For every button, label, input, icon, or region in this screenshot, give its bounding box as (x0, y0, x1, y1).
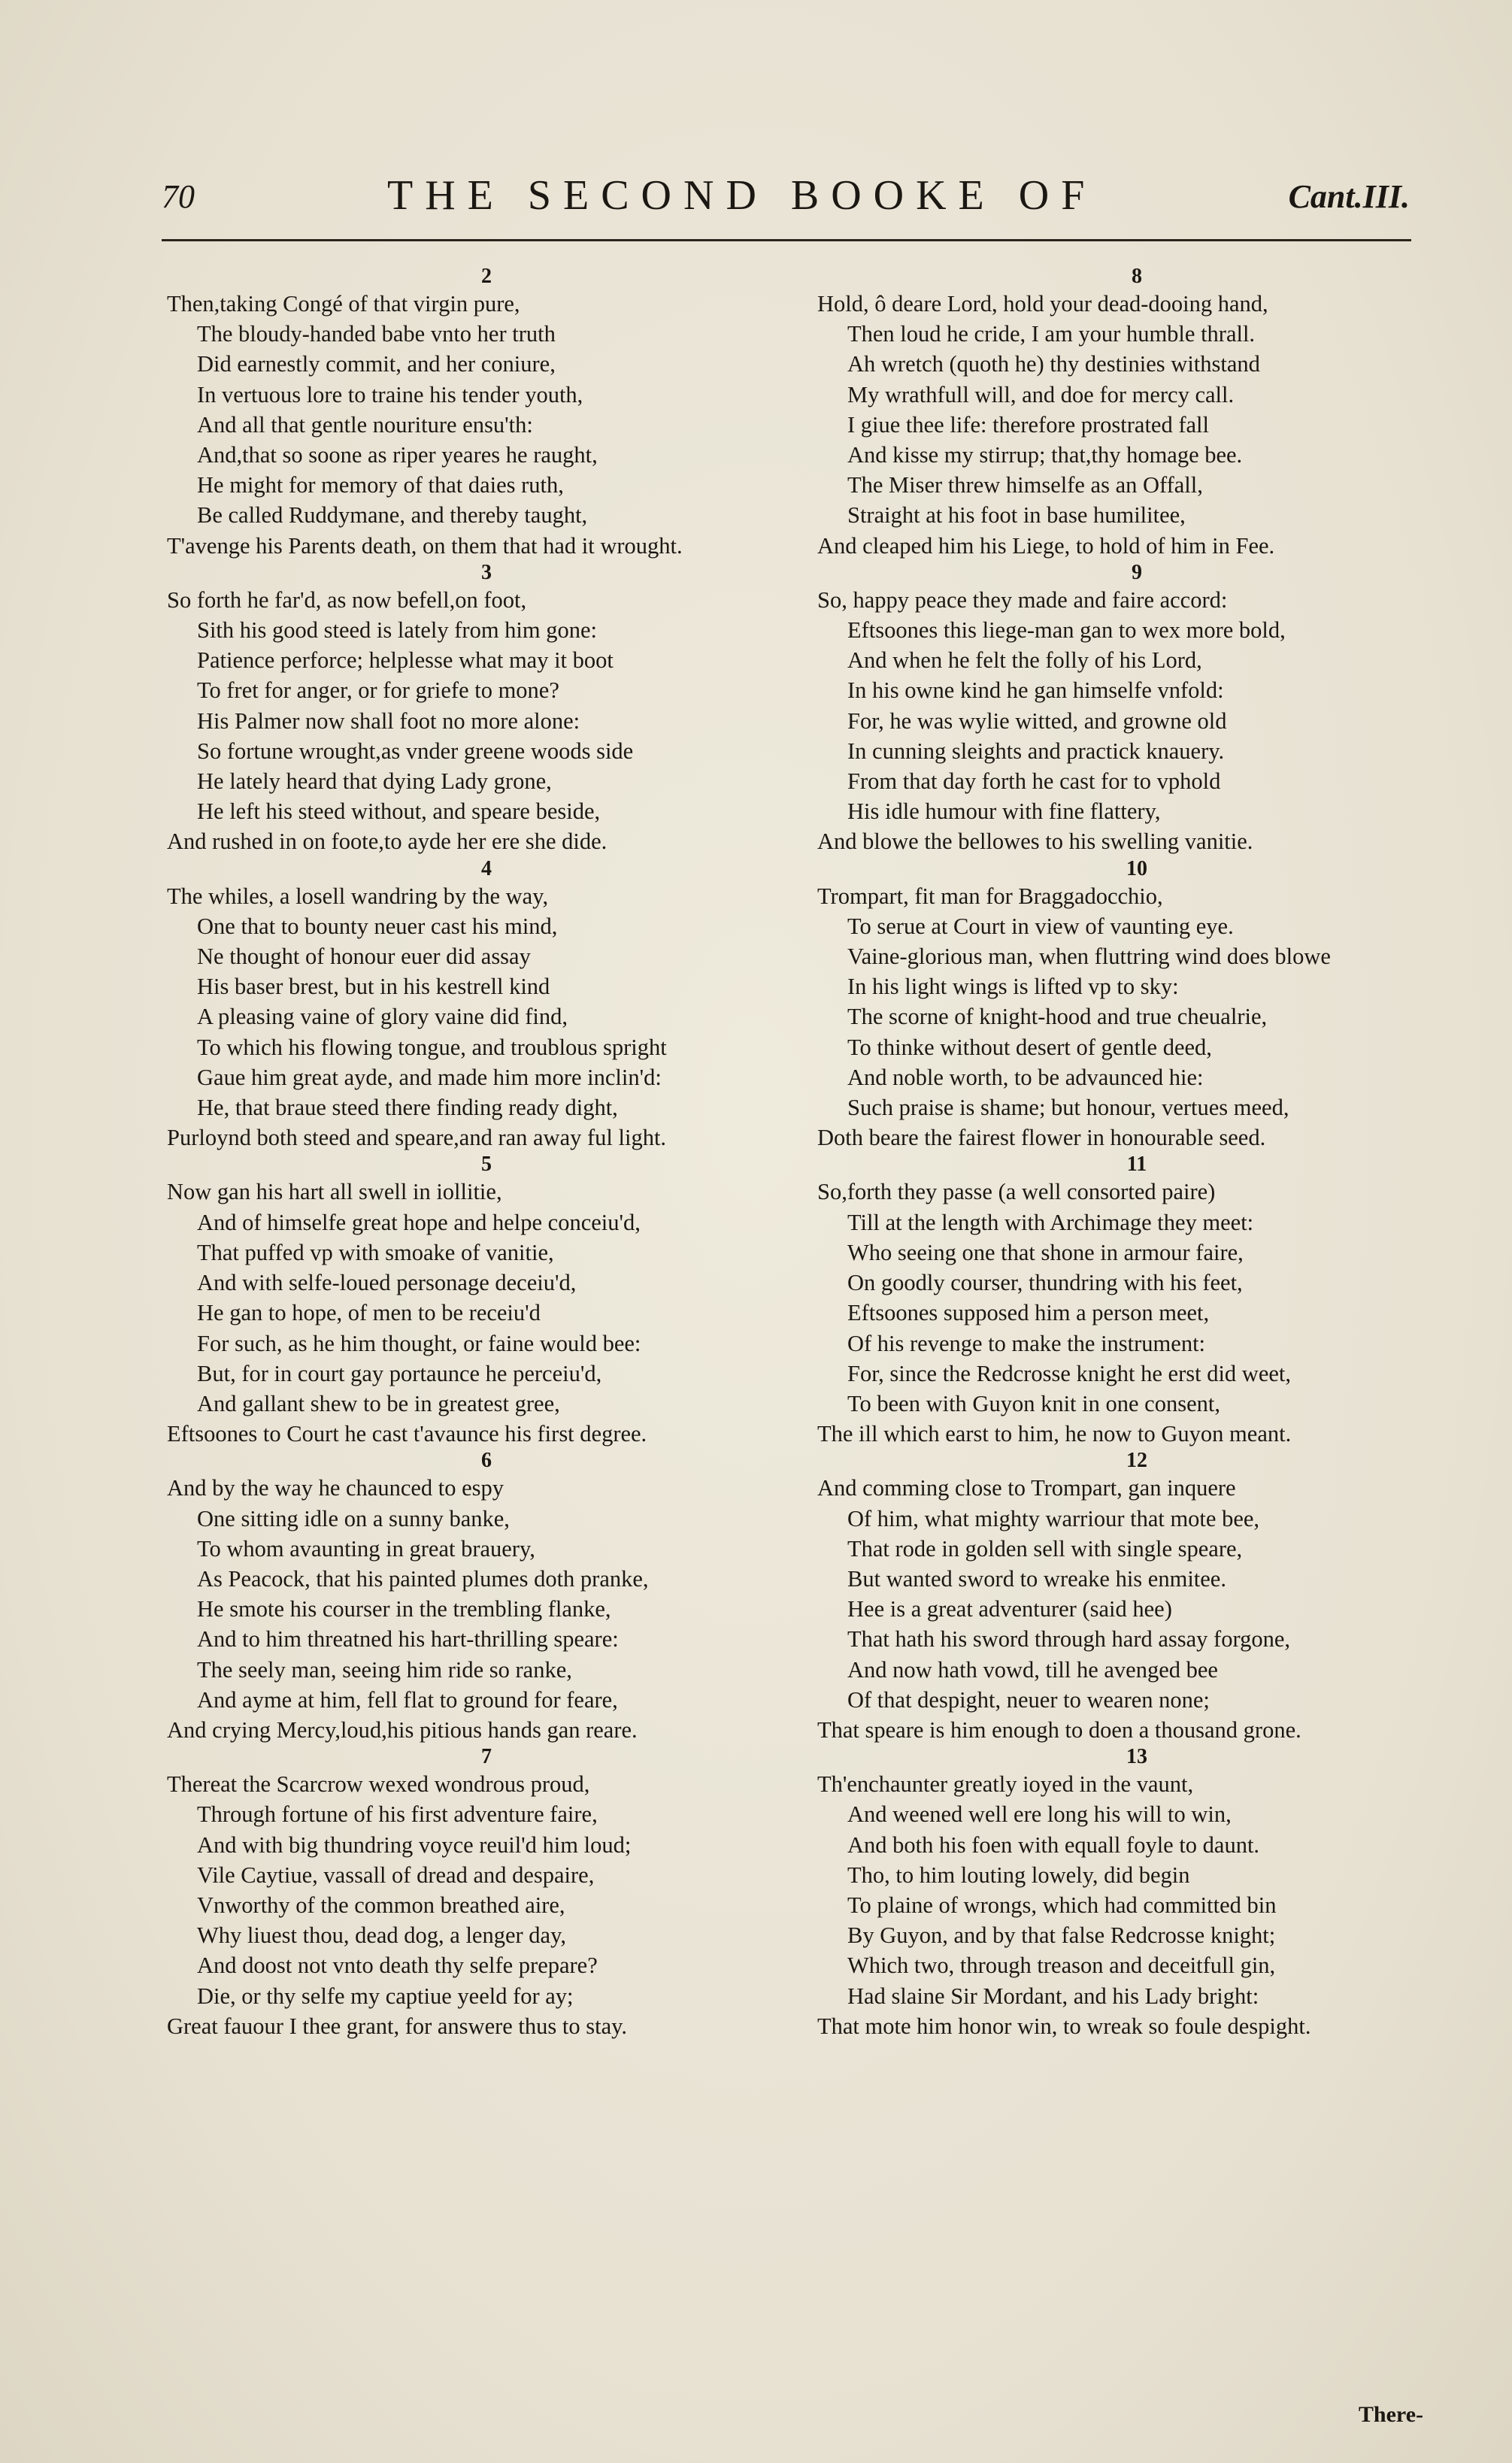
verse-line: Ne thought of honour euer did assay (197, 944, 531, 970)
stanza-number: 7 (481, 1745, 492, 1769)
stanza-number: 13 (1126, 1745, 1147, 1769)
stanza (167, 1153, 806, 1449)
verse-line: Purloynd both steed and speare,and ran away ful light. (167, 1125, 667, 1151)
verse-line: For such, as he him thought, or faine would bee: (197, 1330, 641, 1356)
verse-line: To plaine of wrongs, which had committed bin (847, 1892, 1277, 1918)
verse-line: To been with Guyon knit in one consent, (847, 1390, 1220, 1416)
page-header (162, 171, 1410, 232)
verse-line: Great fauour I thee grant, for answere thus to stay. (167, 2013, 628, 2039)
stanza-number: 10 (1126, 856, 1147, 880)
canto-label: Cant.III. (1288, 178, 1410, 215)
verse-line: In vertuous lore to traine his tender youth, (197, 381, 583, 407)
running-title: THE SECOND BOOKE OF (387, 172, 1097, 219)
verse-line: Patience perforce; helplesse what may it boot (197, 647, 614, 674)
verse-line: And by the way he chaunced to espy (167, 1475, 505, 1501)
verse-line: But, for in court gay portaunce he perceiu'd, (197, 1360, 602, 1386)
verse-line: And both his foen with equall foyle to daunt. (847, 1831, 1260, 1858)
verse-line: By Guyon, and by that false Redcrosse knight; (847, 1922, 1276, 1949)
catchword: There- (1358, 2402, 1423, 2427)
verse-line: The whiles, a losell wandring by the way, (167, 883, 549, 909)
verse-line: And comming close to Trompart, gan inquere (817, 1475, 1236, 1501)
verse-line: And kisse my stirrup; that,thy homage bee. (847, 442, 1243, 468)
verse-line: And now hath vowd, till he avenged bee (847, 1656, 1218, 1683)
verse-line: Why liuest thou, dead dog, a lenger day, (197, 1922, 566, 1949)
stanza (817, 857, 1456, 1153)
verse-line: His Palmer now shall foot no more alone: (197, 707, 580, 734)
verse-line: I giue thee life: therefore prostrated fall (847, 411, 1209, 438)
stanza (167, 857, 806, 1153)
stanza (167, 1745, 806, 2041)
verse-line: Eftsoones to Court he cast t'avaunce his first degree. (167, 1421, 647, 1447)
verse-line: And ayme at him, fell flat to ground for feare, (197, 1686, 618, 1713)
verse-line: That rode in golden sell with single speare, (847, 1535, 1243, 1562)
verse-line: A pleasing vaine of glory vaine did find, (197, 1004, 568, 1030)
verse-line: In cunning sleights and practick knauery. (847, 738, 1225, 764)
verse-line: Gaue him great ayde, and made him more inclin'd: (197, 1064, 662, 1090)
stanza-number: 8 (1132, 265, 1142, 288)
verse-line: And gallant shew to be in greatest gree, (197, 1390, 560, 1416)
verse-line: He smote his courser in the trembling flanke, (197, 1596, 611, 1622)
verse-line: And crying Mercy,loud,his pitious hands gan reare. (167, 1716, 638, 1743)
verse-line: The seely man, seeing him ride so ranke, (197, 1656, 572, 1683)
verse-line: For, he was wylie witted, and growne old (847, 707, 1227, 734)
verse-line: Ah wretch (quoth he) thy destinies withstand (847, 351, 1260, 377)
verse-line: To whom avaunting in great brauery, (197, 1535, 535, 1562)
verse-line: And with big thundring voyce reuil'd him loud; (197, 1831, 632, 1858)
verse-line: And weened well ere long his will to win, (847, 1801, 1232, 1828)
page-number: 70 (162, 178, 195, 215)
stanza-number: 11 (1126, 1153, 1147, 1177)
verse-line: And cleaped him his Liege, to hold of him in Fee. (817, 532, 1275, 559)
verse-line: Of him, what mighty warriour that mote bee, (847, 1505, 1260, 1531)
verse-line: And of himselfe great hope and helpe conceiu'd, (197, 1209, 641, 1235)
verse-line: Then loud he cride, I am your humble thrall. (847, 321, 1256, 347)
verse-line: He gan to hope, of men to be receiu'd (197, 1300, 541, 1326)
stanza-number: 3 (481, 560, 492, 584)
header-rule (162, 239, 1411, 241)
verse-line: He lately heard that dying Lady grone, (197, 768, 552, 795)
verse-line: Of his revenge to make the instrument: (847, 1330, 1206, 1356)
verse-line: Die, or thy selfe my captiue yeeld for ay; (197, 1983, 574, 2009)
verse-line: And,that so soone as riper yeares he raught, (197, 442, 598, 468)
verse-line: T'avenge his Parents death, on them that had it wrought. (167, 532, 683, 559)
verse-line: Eftsoones this liege-man gan to wex more bold, (847, 617, 1286, 644)
verse-line: Doth beare the fairest flower in honourable seed. (817, 1125, 1266, 1151)
verse-line: His idle humour with fine flattery, (847, 798, 1161, 825)
stanza (167, 265, 806, 561)
verse-line: Hold, ô deare Lord, hold your dead-dooing hand, (817, 291, 1268, 317)
verse-line: And all that gentle nouriture ensu'th: (197, 411, 533, 438)
verse-line: My wrathfull will, and doe for mercy call. (847, 381, 1235, 407)
verse-line: He might for memory of that daies ruth, (197, 472, 564, 498)
verse-line: Vaine-glorious man, when fluttring wind does blowe (847, 944, 1331, 970)
verse-line: So fortune wrought,as vnder greene woods side (197, 738, 634, 764)
stanza (817, 1153, 1456, 1449)
stanza-number: 4 (481, 856, 492, 880)
stanza-number: 6 (481, 1449, 492, 1473)
verse-line: That mote him honor win, to wreak so foule despight. (817, 2013, 1311, 2039)
verse-line: Vile Caytiue, vassall of dread and despaire, (197, 1862, 595, 1888)
verse-line: One sitting idle on a sunny banke, (197, 1505, 510, 1531)
verse-line: To fret for anger, or for griefe to mone? (197, 677, 559, 704)
verse-line: To serue at Court in view of vaunting eye. (847, 913, 1234, 939)
stanza-number: 12 (1126, 1449, 1147, 1473)
verse-line: Of that despight, neuer to wearen none; (847, 1686, 1210, 1713)
verse-line: As Peacock, that his painted plumes doth pranke, (197, 1565, 649, 1592)
verse-line: And blowe the bellowes to his swelling vanitie. (817, 829, 1253, 855)
stanza (817, 265, 1456, 561)
verse-line: He, that braue steed there finding ready dight, (197, 1095, 618, 1121)
verse-line: So,forth they passe (a well consorted paire) (817, 1179, 1216, 1205)
stanza (817, 1745, 1456, 2041)
stanza (817, 561, 1456, 857)
verse-line: Be called Ruddymane, and thereby taught, (197, 502, 588, 529)
verse-line: The ill which earst to him, he now to Guyon meant. (817, 1421, 1292, 1447)
verse-line: And to him threatned his hart-thrilling speare: (197, 1626, 619, 1653)
verse-line: Th'enchaunter greatly ioyed in the vaunt, (817, 1771, 1194, 1798)
verse-line: And when he felt the folly of his Lord, (847, 647, 1202, 674)
right-column (817, 265, 1456, 2041)
verse-line: To thinke without desert of gentle deed, (847, 1034, 1212, 1060)
verse-line: Then,taking Congé of that virgin pure, (167, 291, 520, 317)
verse-line: In his light wings is lifted vp to sky: (847, 974, 1179, 1000)
verse-line: Eftsoones supposed him a person meet, (847, 1300, 1210, 1326)
stanza (167, 561, 806, 857)
verse-line: Which two, through treason and deceitfull gin, (847, 1953, 1276, 1979)
verse-line: And doost not vnto death thy selfe prepare? (197, 1953, 598, 1979)
stanza (817, 1449, 1456, 1745)
verse-line: To which his flowing tongue, and troublous spright (197, 1034, 667, 1060)
stanza-number: 5 (481, 1153, 492, 1177)
verse-line: Thereat the Scarcrow wexed wondrous proud, (167, 1771, 590, 1798)
verse-line: Who seeing one that shone in armour faire, (847, 1239, 1244, 1265)
verse-line: And noble worth, to be advaunced hie: (847, 1064, 1204, 1090)
verse-line: So, happy peace they made and faire accord: (817, 586, 1228, 613)
verse-line: Did earnestly commit, and her coniure, (197, 351, 556, 377)
verse-line: Now gan his hart all swell in iollitie, (167, 1179, 502, 1205)
verse-line: But wanted sword to wreake his enmitee. (847, 1565, 1226, 1592)
verse-line: Till at the length with Archimage they meet: (847, 1209, 1254, 1235)
verse-line: In his owne kind he gan himselfe vnfold: (847, 677, 1224, 704)
verse-line: Such praise is shame; but honour, vertues meed, (847, 1095, 1289, 1121)
verse-line: That hath his sword through hard assay forgone, (847, 1626, 1290, 1653)
verse-line: And with selfe-loued personage deceiu'd, (197, 1270, 577, 1296)
verse-line: That puffed vp with smoake of vanitie, (197, 1239, 554, 1265)
verse-line: He left his steed without, and speare beside, (197, 798, 601, 825)
verse-line: The bloudy-handed babe vnto her truth (197, 321, 556, 347)
left-column (167, 265, 806, 2041)
verse-line: On goodly courser, thundring with his feet, (847, 1270, 1243, 1296)
verse-line: The scorne of knight-hood and true cheualrie, (847, 1004, 1268, 1030)
verse-line: His baser brest, but in his kestrell kind (197, 974, 550, 1000)
verse-line: One that to bounty neuer cast his mind, (197, 913, 558, 939)
verse-line: Sith his good steed is lately from him gone: (197, 617, 598, 644)
stanza-number: 9 (1132, 560, 1142, 584)
verse-line: So forth he far'd, as now befell,on foot, (167, 586, 527, 613)
verse-line: Straight at his foot in base humilitee, (847, 502, 1186, 529)
verse-line: Through fortune of his first adventure faire, (197, 1801, 598, 1828)
stanza-number: 2 (481, 265, 492, 288)
verse-line: And rushed in on foote,to ayde her ere she dide. (167, 829, 608, 855)
verse-line: That speare is him enough to doen a thousand grone. (817, 1716, 1301, 1743)
verse-line: Trompart, fit man for Braggadocchio, (817, 883, 1163, 909)
verse-line: Hee is a great adventurer (said hee) (847, 1596, 1172, 1622)
verse-line: Had slaine Sir Mordant, and his Lady bright: (847, 1983, 1259, 2009)
verse-line: For, since the Redcrosse knight he erst did weet, (847, 1360, 1291, 1386)
verse-line: Vnworthy of the common breathed aire, (197, 1892, 565, 1918)
stanza (167, 1449, 806, 1745)
verse-line: Tho, to him louting lowely, did begin (847, 1862, 1190, 1888)
verse-line: The Miser threw himselfe as an Offall, (847, 472, 1203, 498)
verse-line: From that day forth he cast for to vphold (847, 768, 1221, 795)
